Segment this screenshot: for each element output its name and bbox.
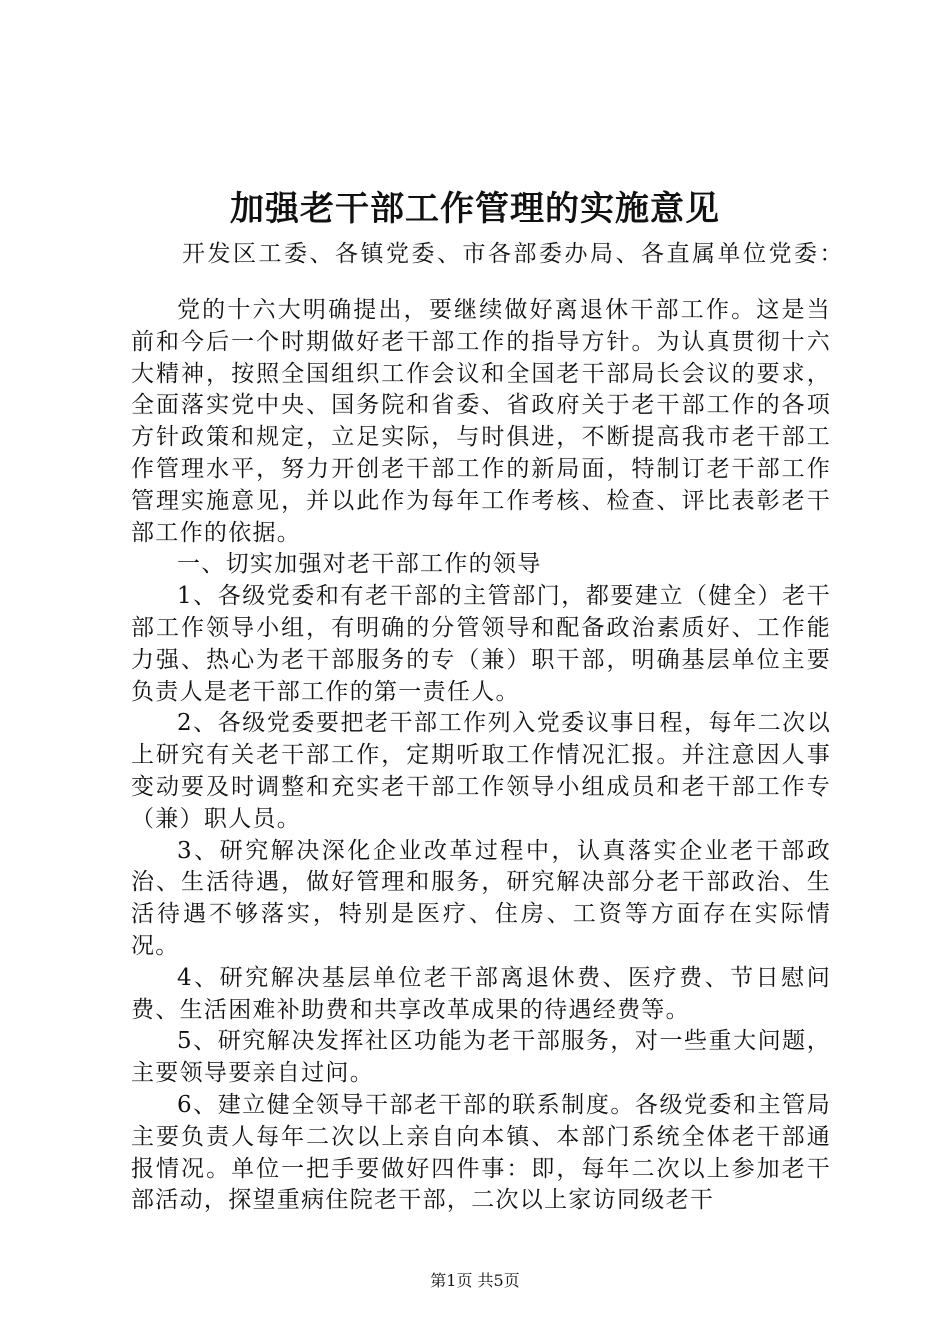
paragraph-intro: 党的十六大明确提出，要继续做好离退休干部工作。这是当前和今后一个时期做好老干部工作的指导方针。为认真贯彻十六大精神，按照全国组织工作会议和全国老干部局长会议的要求，全面落实党中央、国务院和省委、省政府关于老干部工作的各项方针政策和规定，立足实际，与时俱进，不断提高我市老干部工作管理水平，努力开创老干部工作的新局面，特制订老干部工作管理实施意见，并以此作为每年工作考核、检查、评比表彰老干部工作的依据。 [131,297,831,546]
section-heading-1: 一、切实加强对老干部工作的领导 [177,551,542,578]
paragraph-item-6: 6、建立健全领导干部老干部的联系制度。各级党委和主管局主要负责人每年二次以上亲自向本镇、本部门系统全体老干部通报情况。单位一把手要做好四件事：即，每年二次以上参加老干部活动，探望重病住院老干部，二次以上家访同级老干 [131,1091,831,1214]
addressee-line: 开发区工委、各镇党委、市各部委办局、各直属单位党委： [182,241,845,267]
paragraph-item-3: 3、研究解决深化企业改革过程中，认真落实企业老干部政治、生活待遇，做好管理和服务，研究解决部分老干部政治、生活待遇不够落实，特别是医疗、住房、工资等方面存在实际情况。 [131,837,831,959]
document-title: 加强老干部工作管理的实施意见 [230,189,720,229]
document-body [131,295,831,1217]
paragraph-item-5: 5、研究解决发挥社区功能为老干部服务，对一些重大问题，主要领导要亲自过问。 [131,1028,831,1087]
paragraph-item-2: 2、各级党委要把老干部工作列入党委议事日程，每年二次以上研究有关老干部工作，定期听取工作情况汇报。并注意因人事变动要及时调整和充实老干部工作领导小组成员和老干部工作专（兼）职人员。 [131,710,831,832]
page-number-footer: 第1页 共5页 [430,1271,520,1290]
paragraph-item-4: 4、研究解决基层单位老干部离退休费、医疗费、节日慰问费、生活困难补助费和共享改革成果的待遇经费等。 [131,964,831,1023]
paragraph-item-1: 1、各级党委和有老干部的主管部门，都要建立（健全）老干部工作领导小组，有明确的分管领导和配备政治素质好、工作能力强、热心为老干部服务的专（兼）职干部，明确基层单位主要负责人是老干部工作的第一责任人。 [131,583,831,705]
